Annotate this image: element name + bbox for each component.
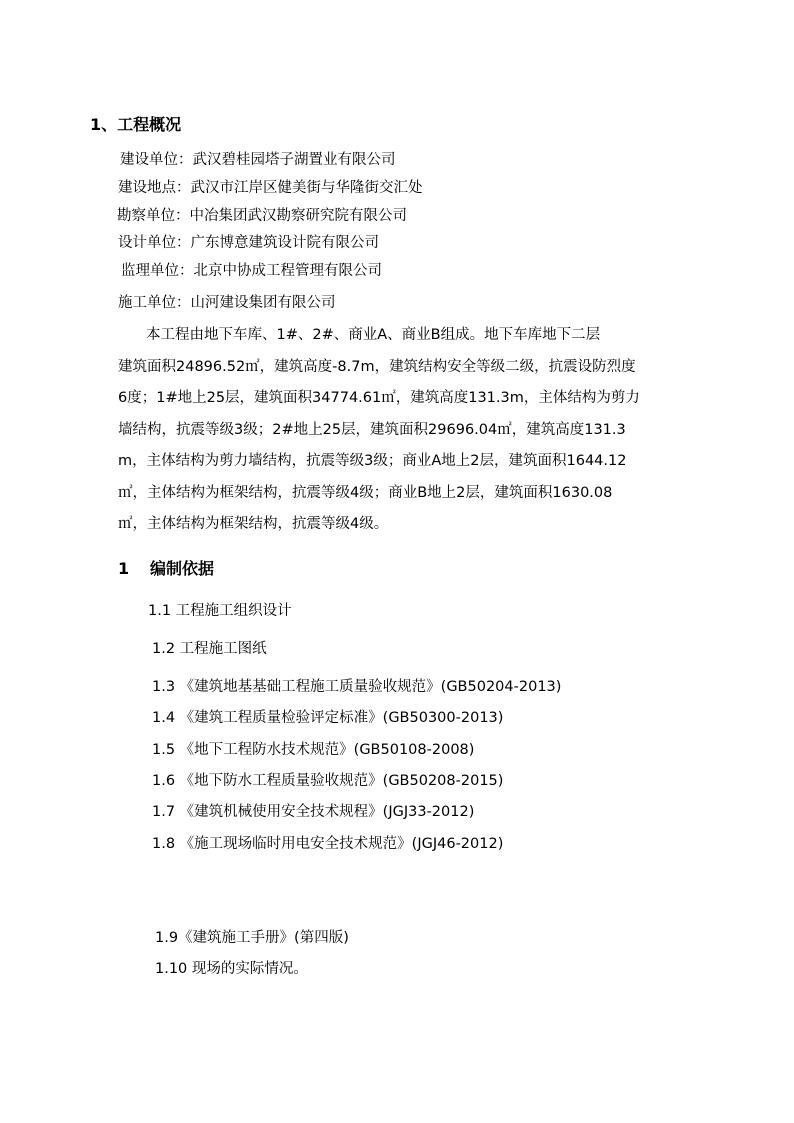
info-construction-site: 建设地点：武汉市江岸区健美街与华隆街交汇处 (118, 180, 423, 196)
basis-item: 1.6 《地下防水工程质量验收规范》(GB50208-2015) (152, 773, 504, 789)
basis-item: 1.9《建筑施工手册》(第四版) (155, 930, 349, 946)
section-title: 编制依据 (150, 559, 215, 578)
basis-item: 1.10 现场的实际情况。 (155, 961, 308, 977)
info-supervision-unit: 监理单位：北京中协成工程管理有限公司 (121, 263, 382, 279)
description-line: 建筑面积24896.52㎡，建筑高度-8.7m，建筑结构安全等级二级，抗震设防烈度 (118, 358, 636, 375)
description-line: 6度；1#地上25层，建筑面积34774.61㎡，建筑高度131.3m，主体结构为剪力 (118, 390, 640, 406)
description-line: 本工程由地下车库、1#、2#、商业A、商业B组成。地下车库地下二层 (146, 327, 601, 343)
basis-item: 1.8 《施工现场临时用电安全技术规范》(JGJ46-2012) (152, 836, 504, 852)
basis-item: 1.4 《建筑工程质量检验评定标准》(GB50300-2013) (152, 710, 504, 726)
project-description (118, 320, 678, 541)
description-line: 墙结构，抗震等级3级；2#地上25层，建筑面积29696.04㎡，建筑高度131.3 (118, 421, 626, 438)
basis-item: 1.2 工程施工图纸 (152, 641, 267, 657)
basis-item: 1.1 工程施工组织设计 (148, 603, 292, 619)
description-line: ㎡，主体结构为框架结构，抗震等级4级。 (118, 516, 389, 532)
section-heading-basis (118, 558, 214, 580)
description-line: ㎡，主体结构为框架结构，抗震等级4级；商业B地上2层，建筑面积1630.08 (118, 484, 613, 501)
info-design-unit: 设计单位：广东博意建筑设计院有限公司 (118, 235, 379, 251)
basis-item: 1.3 《建筑地基基础工程施工质量验收规范》(GB50204-2013) (152, 679, 562, 695)
section-heading-overview: 1、工程概况 (90, 115, 182, 134)
info-construction-unit: 建设单位：武汉碧桂园塔子湖置业有限公司 (120, 152, 396, 168)
basis-item: 1.7 《建筑机械使用安全技术规程》(JGJ33-2012) (152, 804, 475, 820)
basis-item: 1.5 《地下工程防水技术规范》(GB50108-2008) (152, 742, 475, 758)
info-survey-unit: 勘察单位：中冶集团武汉勘察研究院有限公司 (117, 208, 407, 224)
section-number: 1 (118, 559, 130, 578)
description-line: m，主体结构为剪力墙结构，抗震等级3级；商业A地上2层，建筑面积1644.12 (118, 453, 627, 469)
info-contractor: 施工单位：山河建设集团有限公司 (118, 295, 336, 311)
